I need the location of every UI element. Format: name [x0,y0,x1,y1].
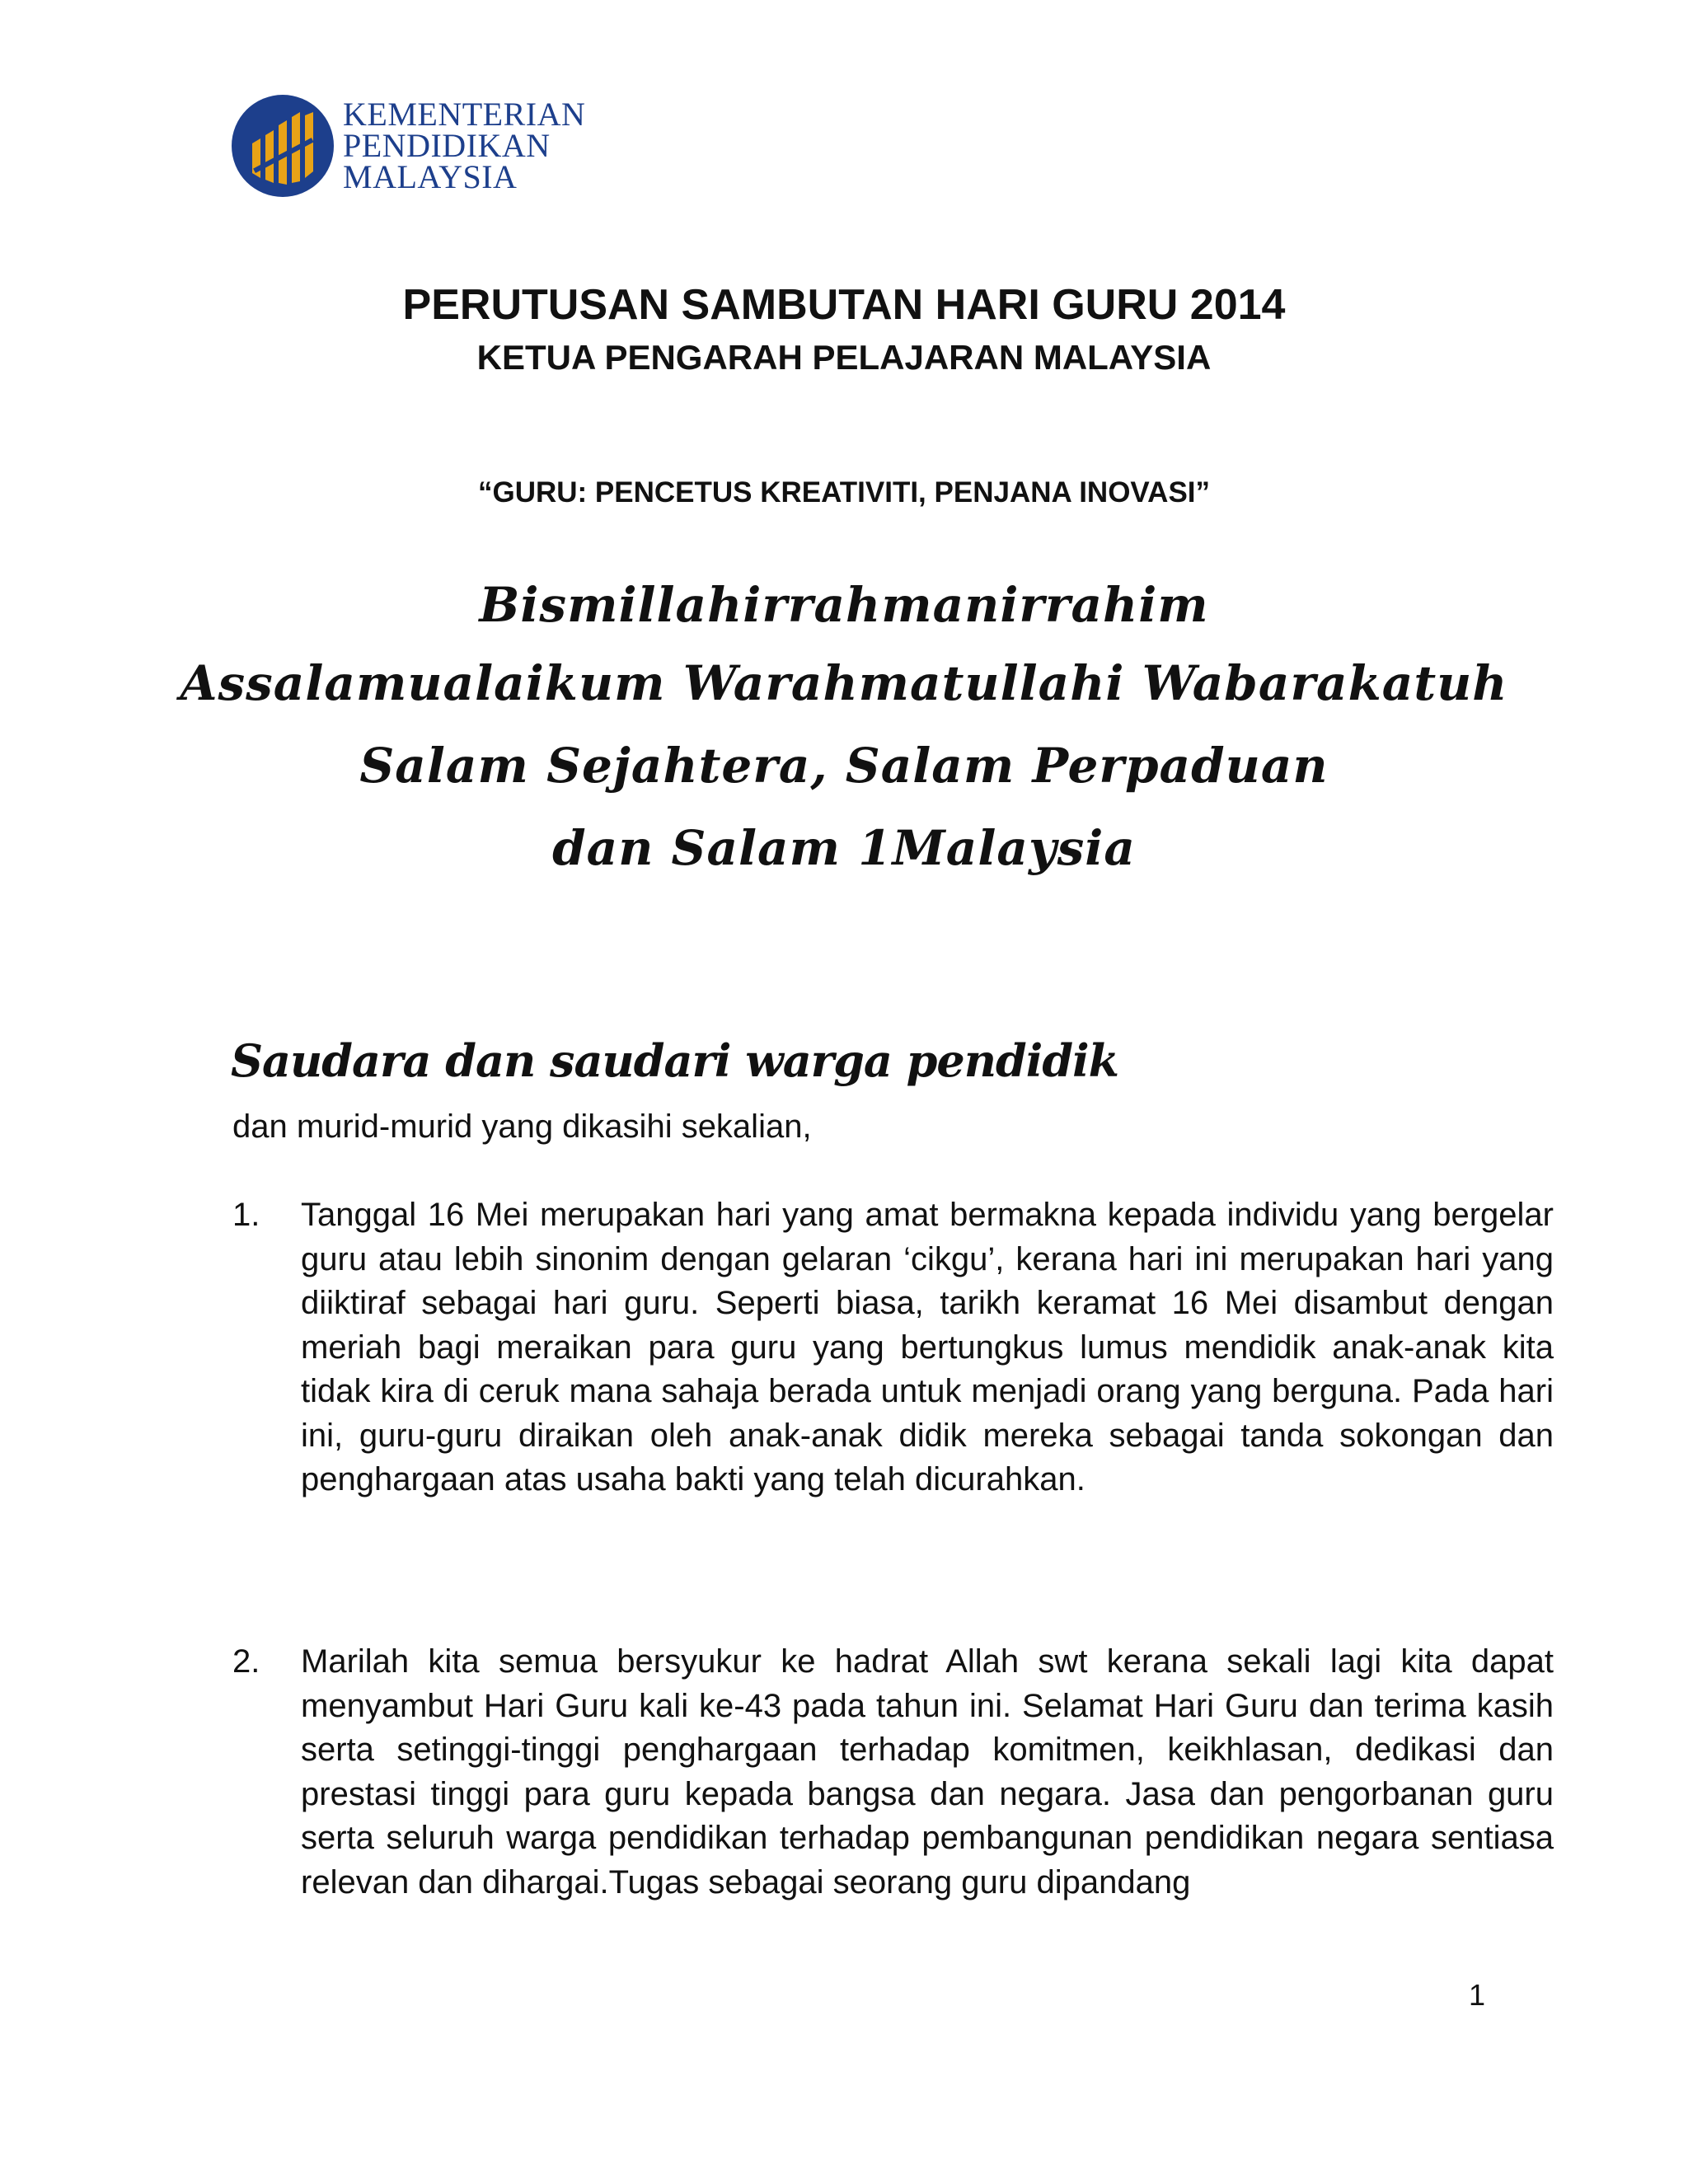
greeting-line-1: Bismillahirrahmanirrahim [479,577,1209,633]
greeting-line-3: Salam Sejahtera, Salam Perpaduan [359,738,1329,794]
greeting-line-4: dan Salam 1Malaysia [552,820,1136,876]
paragraph-number: 2. [232,1643,260,1680]
logo-line-1: KEMENTERIAN [343,96,586,133]
logo-line-2: PENDIDIKAN [343,127,551,164]
salutation-line-1: Saudara dan saudari warga pendidik [231,1034,1119,1087]
page-number: 1 [1469,1978,1486,2012]
ministry-logo [229,92,625,199]
paragraph-text: Marilah kita semua bersyukur ke hadrat Allah swt kerana sekali lagi kita dapat menyambut Hari Guru kali ke-43 pada tahun ini. Selamat Hari Guru dan terima kasih serta setinggi-tinggi penghargaan terhadap komitmen, keikhlasan, dedikasi dan prestasi tinggi para guru kepada bangsa dan negara. Jasa dan pengorbanan guru serta seluruh warga pendidikan terhadap pembangunan pendidikan negara sentiasa relevan dan dihargai.Tugas sebagai seorang guru dipandang [301,1643,1554,1900]
paragraph-text: Tanggal 16 Mei merupakan hari yang amat bermakna kepada individu yang bergelar guru atau lebih sinonim dengan gelaran ‘cikgu’, kerana hari ini merupakan hari yang diiktiraf sebagai hari guru. Seperti biasa, tarikh keramat 16 Mei disambut dengan meriah bagi meraikan para guru yang bertungkus lumus mendidik anak-anak kita tidak kira di ceruk mana sahaja berada untuk menjadi orang yang berguna. Pada hari ini, guru-guru diraikan oleh anak-anak didik mereka sebagai tanda sokongan dan penghargaan atas usaha bakti yang telah dicurahkan. [301,1197,1554,1497]
paragraph-number: 1. [232,1197,260,1233]
ministry-emblem-icon [229,92,336,199]
ministry-name [343,96,586,195]
logo-line-3: MALAYSIA [343,158,518,195]
theme-quote: “GURU: PENCETUS KREATIVITI, PENJANA INOVASI” [477,476,1211,509]
document-title: PERUTUSAN SAMBUTAN HARI GURU 2014 [402,281,1286,329]
salutation-line-2: dan murid-murid yang dikasihi sekalian, [232,1108,812,1145]
greeting-line-2: Assalamualaikum Warahmatullahi Wabarakatuh [180,655,1508,711]
document-subtitle: KETUA PENGARAH PELAJARAN MALAYSIA [476,338,1212,377]
